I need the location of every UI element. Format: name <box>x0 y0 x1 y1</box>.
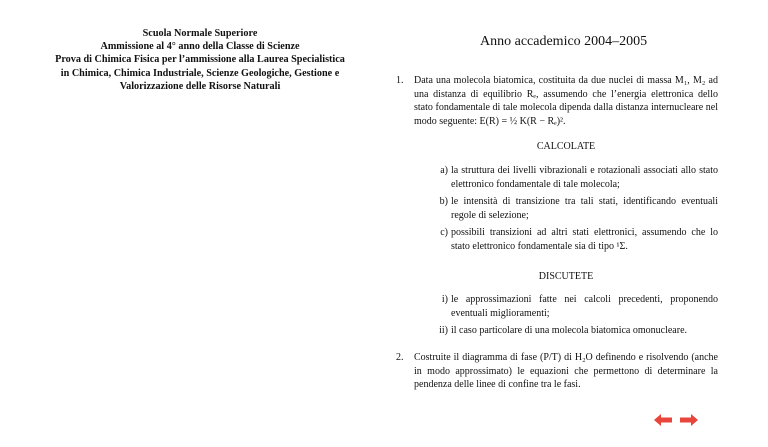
problem-number: 2. <box>396 351 404 363</box>
problem-2 <box>396 351 718 392</box>
header-line-2: Ammissione al 4° anno della Classe di Scienze <box>100 41 300 53</box>
calculate-heading: CALCOLATE <box>536 141 596 153</box>
problem-number: 1. <box>396 75 404 86</box>
item-text: le intensità di transizione tra tali stati, identificando eventuali regole di selezione; <box>451 196 718 221</box>
problem-2-text: Costruite il diagramma di fase (P/T) di H₂O definendo e risolvendo (anche in modo approssimato) le equazioni che permettono di determinare la pendenza delle linee di confine tra le fasi. <box>414 351 718 391</box>
problem-1-intro: Data una molecola biatomica, costituita da due nuclei di massa M₁, M₂ ad una distanza di equilibrio Rₑ, assumendo che l’energia elettronica dello stato fondamentale di tale molecola dipenda dalla distanza internucleare nel modo seguente: E(R) = ½ K(R − Rₑ)². <box>414 75 718 127</box>
academic-year: Anno accademico 2004–2005 <box>480 34 648 49</box>
problem-1 <box>396 74 718 338</box>
list-item <box>414 324 718 338</box>
discuss-list <box>414 293 718 338</box>
discuss-heading: DISCUTETE <box>538 270 594 282</box>
item-label: ii) <box>439 325 448 337</box>
calculate-list <box>414 164 718 254</box>
header-line-4: in Chimica, Chimica Industriale, Scienze Geologiche, Gestione e <box>60 67 340 79</box>
item-text: il caso particolare di una molecola biatomica omonucleare. <box>451 325 688 337</box>
header-line-1: Scuola Normale Superiore <box>142 28 258 39</box>
header-line-3: Prova di Chimica Fisica per l’ammissione alla Laurea Specialistica <box>55 54 345 66</box>
item-label: a) <box>440 164 448 176</box>
item-text: possibili transizioni ad altri stati elettronici, assumendo che lo stato elettronico fondamentale sia di tipo ¹Σ. <box>451 227 718 252</box>
arrow-left-icon[interactable] <box>654 413 672 425</box>
list-item <box>414 195 718 222</box>
item-label: c) <box>440 227 448 239</box>
exam-questions <box>396 74 718 392</box>
header-line-5: Valorizzazione delle Risorse Naturali <box>119 80 281 92</box>
item-text: la struttura dei livelli vibrazionali e rotazionali associati allo stato elettronico fondamentale di tale molecola; <box>451 164 718 190</box>
item-text: le approssimazioni fatte nei calcoli precedenti, proponendo eventuali miglioramenti; <box>451 294 718 319</box>
item-label: b) <box>439 196 448 208</box>
item-label: i) <box>441 294 448 306</box>
arrow-right-icon[interactable] <box>680 413 698 425</box>
list-item <box>414 226 718 253</box>
list-item <box>414 164 718 191</box>
institution-header <box>40 27 360 93</box>
list-item <box>414 293 718 320</box>
